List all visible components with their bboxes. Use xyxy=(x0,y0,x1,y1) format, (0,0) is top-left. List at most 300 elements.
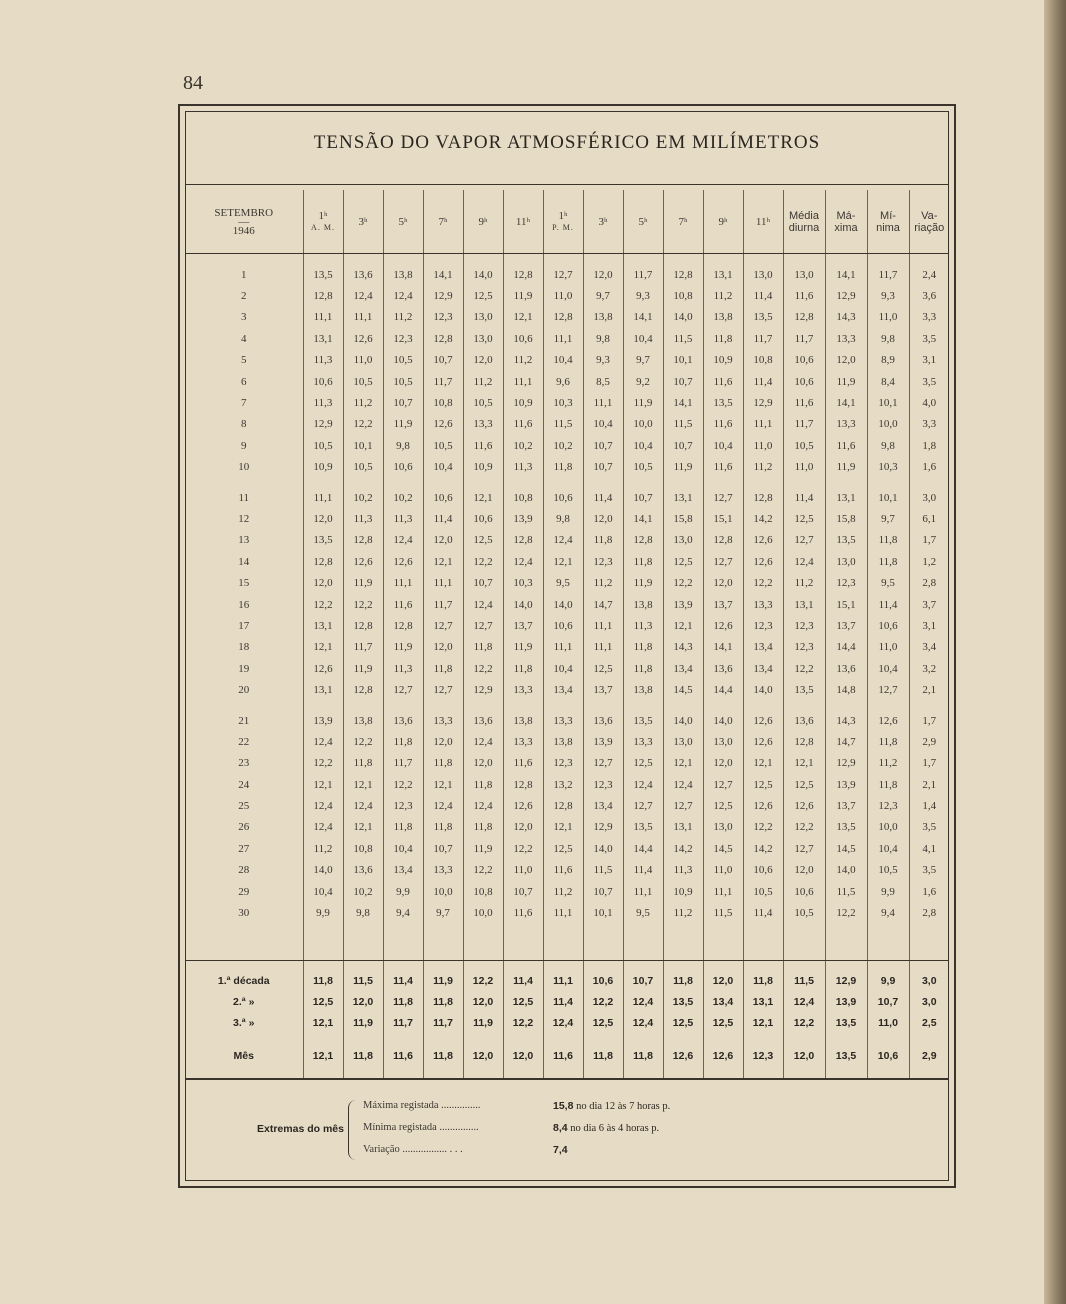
extreme-min-value xyxy=(553,1122,659,1134)
row-label: 27 xyxy=(238,842,250,855)
value-cell: 11,8 xyxy=(463,637,503,658)
value-cell: 11,2 xyxy=(463,371,503,392)
blank-cell xyxy=(743,478,783,487)
value-cell: 11,0 xyxy=(867,307,909,328)
value-cell: 11,8 xyxy=(503,658,543,679)
value-cell: 10,6 xyxy=(463,508,503,529)
value-cell: 13,6 xyxy=(783,710,825,731)
value-cell: 14,1 xyxy=(825,264,867,285)
blank-cell xyxy=(303,960,343,971)
blank-cell xyxy=(503,1034,543,1046)
value-cell: 12,1 xyxy=(743,1013,783,1034)
value-cell: 11,8 xyxy=(423,817,463,838)
value-cell: 11,5 xyxy=(543,414,583,435)
blank-cell xyxy=(343,254,383,265)
value-cell: 11,5 xyxy=(783,971,825,992)
value-cell: 12,6 xyxy=(343,551,383,572)
value-cell: 12,0 xyxy=(583,264,623,285)
value-cell: 10,5 xyxy=(783,435,825,456)
value-cell: 12,7 xyxy=(423,679,463,700)
value-cell: 9,3 xyxy=(623,285,663,306)
extreme-max-value xyxy=(553,1100,670,1112)
value-cell: 10,6 xyxy=(783,371,825,392)
table-row xyxy=(185,371,949,392)
value-cell: 13,9 xyxy=(825,774,867,795)
value-cell: 13,4 xyxy=(543,679,583,700)
brace xyxy=(348,1100,359,1160)
blank-cell xyxy=(303,1034,343,1046)
value-cell: 14,0 xyxy=(743,679,783,700)
value-cell: 9,5 xyxy=(543,572,583,593)
table-row xyxy=(185,392,949,413)
blank-cell xyxy=(463,701,503,710)
value-cell: 12,8 xyxy=(783,307,825,328)
value-cell: 13,7 xyxy=(583,679,623,700)
blank-cell xyxy=(783,960,825,971)
blank-cell xyxy=(825,1034,867,1046)
hour-label: 9ʰ xyxy=(478,215,488,228)
value-cell: 11,1 xyxy=(303,307,343,328)
table-row xyxy=(185,902,949,923)
value-cell: 3,3 xyxy=(909,307,949,328)
value-cell: 12,6 xyxy=(703,615,743,636)
value-cell: 11,1 xyxy=(623,881,663,902)
value-cell: 12,1 xyxy=(303,1046,343,1067)
value-cell: 11,8 xyxy=(867,551,909,572)
value-cell: 9,9 xyxy=(867,971,909,992)
value-cell: 9,8 xyxy=(867,328,909,349)
value-cell: 11,9 xyxy=(623,392,663,413)
value-cell: 13,9 xyxy=(303,710,343,731)
value-cell: 12,2 xyxy=(743,817,783,838)
value-cell: 12,5 xyxy=(663,1013,703,1034)
value-cell: 3,5 xyxy=(909,371,949,392)
value-cell: 12,3 xyxy=(783,637,825,658)
value-cell: 12,8 xyxy=(423,328,463,349)
value-cell: 13,3 xyxy=(463,414,503,435)
table-row xyxy=(185,435,949,456)
value-cell: 9,3 xyxy=(583,350,623,371)
hour-label: 11ʰ xyxy=(515,215,531,228)
spacer-row xyxy=(185,924,949,961)
hour-header xyxy=(503,190,543,254)
value-cell: 10,8 xyxy=(663,285,703,306)
value-cell: 12,1 xyxy=(543,551,583,572)
value-cell: 11,1 xyxy=(543,971,583,992)
value-cell: 10,3 xyxy=(543,392,583,413)
blank-cell xyxy=(303,701,343,710)
value-cell: 12,7 xyxy=(463,615,503,636)
blank-cell xyxy=(623,254,663,265)
blank-cell xyxy=(663,254,703,265)
value-cell: 10,0 xyxy=(867,817,909,838)
value-cell: 10,1 xyxy=(343,435,383,456)
value-cell: 10,4 xyxy=(703,435,743,456)
value-cell: 10,4 xyxy=(867,838,909,859)
value-cell: 12,1 xyxy=(503,307,543,328)
value-cell: 11,2 xyxy=(743,457,783,478)
value-cell: 12,1 xyxy=(303,774,343,795)
value-cell: 10,7 xyxy=(383,392,423,413)
blank-cell xyxy=(663,701,703,710)
value-cell: 11,1 xyxy=(583,637,623,658)
table-row xyxy=(185,615,949,636)
blank-cell xyxy=(303,478,343,487)
value-cell: 11,4 xyxy=(423,508,463,529)
hour-header xyxy=(463,190,503,254)
value-cell: 11,0 xyxy=(867,1013,909,1034)
row-label: 26 xyxy=(238,821,250,834)
value-cell: 1,7 xyxy=(909,530,949,551)
value-cell: 12,2 xyxy=(825,902,867,923)
value-cell: 3,1 xyxy=(909,615,949,636)
vapor-pressure-table xyxy=(185,190,949,1080)
extreme-range-number: 7,4 xyxy=(553,1144,568,1156)
blank-cell xyxy=(543,701,583,710)
value-cell: 9,5 xyxy=(623,902,663,923)
value-cell: 10,6 xyxy=(543,615,583,636)
value-cell: 11,8 xyxy=(543,457,583,478)
value-cell: 10,6 xyxy=(423,487,463,508)
value-cell: 11,3 xyxy=(503,457,543,478)
value-cell: 10,2 xyxy=(543,435,583,456)
value-cell: 11,1 xyxy=(503,371,543,392)
value-cell: 10,4 xyxy=(543,350,583,371)
value-cell: 12,4 xyxy=(303,731,343,752)
value-cell: 11,5 xyxy=(703,902,743,923)
hour-label: 3ʰ xyxy=(598,215,608,228)
blank-cell xyxy=(867,478,909,487)
value-cell: 11,8 xyxy=(743,971,783,992)
row-label: Mês xyxy=(233,1050,254,1063)
value-cell: 3,0 xyxy=(909,487,949,508)
value-cell: 11,8 xyxy=(623,551,663,572)
value-cell: 14,0 xyxy=(543,594,583,615)
value-cell: 11,6 xyxy=(703,371,743,392)
value-cell: 11,6 xyxy=(543,1046,583,1067)
value-cell: 12,9 xyxy=(825,285,867,306)
value-cell: 11,4 xyxy=(583,487,623,508)
blank-cell xyxy=(185,478,303,487)
value-cell: 2,9 xyxy=(909,1046,949,1067)
value-cell: 13,8 xyxy=(503,710,543,731)
value-cell: 12,3 xyxy=(743,1046,783,1067)
value-cell: 11,6 xyxy=(503,753,543,774)
value-cell: 11,2 xyxy=(783,572,825,593)
value-cell: 11,3 xyxy=(623,615,663,636)
value-cell: 11,1 xyxy=(543,902,583,923)
value-cell: 12,6 xyxy=(703,1046,743,1067)
value-cell: 14,7 xyxy=(583,594,623,615)
value-cell: 3,0 xyxy=(909,971,949,992)
value-cell: 13,5 xyxy=(743,307,783,328)
stat-label-line2: nima xyxy=(876,221,900,234)
blank-cell xyxy=(583,478,623,487)
value-cell: 11,8 xyxy=(383,731,423,752)
value-cell: 13,8 xyxy=(583,307,623,328)
value-cell: 10,7 xyxy=(867,992,909,1013)
value-cell: 11,2 xyxy=(503,350,543,371)
value-cell: 12,1 xyxy=(343,774,383,795)
value-cell: 12,4 xyxy=(463,731,503,752)
value-cell: 12,0 xyxy=(463,1046,503,1067)
value-cell: 11,9 xyxy=(825,457,867,478)
value-cell: 10,1 xyxy=(663,350,703,371)
blank-cell xyxy=(463,924,503,961)
value-cell: 11,9 xyxy=(343,1013,383,1034)
value-cell: 10,2 xyxy=(503,435,543,456)
value-cell: 10,5 xyxy=(343,371,383,392)
value-cell: 12,8 xyxy=(343,530,383,551)
value-cell: 10,6 xyxy=(583,971,623,992)
value-cell: 13,3 xyxy=(543,710,583,731)
value-cell: 12,8 xyxy=(743,487,783,508)
value-cell: 12,5 xyxy=(743,774,783,795)
value-cell: 2,4 xyxy=(909,264,949,285)
blank-cell xyxy=(343,924,383,961)
blank-cell xyxy=(703,254,743,265)
value-cell: 13,7 xyxy=(825,795,867,816)
value-cell: 12,5 xyxy=(463,530,503,551)
summary-row xyxy=(185,1013,949,1034)
value-cell: 9,2 xyxy=(623,371,663,392)
value-cell: 11,5 xyxy=(343,971,383,992)
blank-cell xyxy=(383,960,423,971)
value-cell: 10,7 xyxy=(503,881,543,902)
value-cell: 12,2 xyxy=(343,594,383,615)
value-cell: 10,5 xyxy=(743,881,783,902)
value-cell: 12,7 xyxy=(703,774,743,795)
value-cell: 12,5 xyxy=(623,753,663,774)
extreme-min-note: no dia 6 às 4 horas p. xyxy=(570,1123,660,1134)
value-cell: 10,9 xyxy=(303,457,343,478)
value-cell: 11,7 xyxy=(423,1013,463,1034)
value-cell: 13,5 xyxy=(303,530,343,551)
blank-cell xyxy=(303,254,343,265)
value-cell: 11,8 xyxy=(343,753,383,774)
value-cell: 13,8 xyxy=(623,594,663,615)
value-cell: 14,0 xyxy=(703,710,743,731)
value-cell: 11,0 xyxy=(743,435,783,456)
value-cell: 12,5 xyxy=(703,795,743,816)
value-cell: 10,2 xyxy=(343,881,383,902)
value-cell: 12,2 xyxy=(463,971,503,992)
value-cell: 11,4 xyxy=(383,971,423,992)
value-cell: 12,2 xyxy=(343,731,383,752)
blank-cell xyxy=(663,960,703,971)
value-cell: 12,6 xyxy=(743,551,783,572)
row-label: 1.ª década xyxy=(217,975,270,988)
blank-cell xyxy=(743,924,783,961)
value-cell: 13,5 xyxy=(825,1046,867,1067)
value-cell: 13,9 xyxy=(503,508,543,529)
value-cell: 10,5 xyxy=(623,457,663,478)
value-cell: 11,8 xyxy=(867,731,909,752)
row-label: 18 xyxy=(238,641,250,654)
value-cell: 13,0 xyxy=(825,551,867,572)
value-cell: 12,6 xyxy=(383,551,423,572)
blank-cell xyxy=(623,701,663,710)
value-cell: 13,3 xyxy=(825,328,867,349)
value-cell: 12,1 xyxy=(663,615,703,636)
value-cell: 12,1 xyxy=(303,637,343,658)
extremes-section xyxy=(185,1096,949,1166)
table-row xyxy=(185,731,949,752)
value-cell: 12,2 xyxy=(383,774,423,795)
value-cell: 12,5 xyxy=(543,838,583,859)
value-cell: 11,9 xyxy=(503,637,543,658)
hour-header xyxy=(383,190,423,254)
value-cell: 14,2 xyxy=(743,838,783,859)
stat-label-line1: Má- xyxy=(836,209,856,222)
hour-period: P. M. xyxy=(552,222,574,232)
extreme-min-number: 8,4 xyxy=(553,1122,568,1134)
value-cell: 14,0 xyxy=(303,860,343,881)
value-cell: 10,7 xyxy=(423,838,463,859)
table-row xyxy=(185,753,949,774)
blank-cell xyxy=(383,254,423,265)
value-cell: 11,4 xyxy=(743,371,783,392)
value-cell: 11,9 xyxy=(343,658,383,679)
value-cell: 12,8 xyxy=(343,615,383,636)
blank-cell xyxy=(503,701,543,710)
value-cell: 9,3 xyxy=(867,285,909,306)
blank-cell xyxy=(185,701,303,710)
value-cell: 13,6 xyxy=(463,710,503,731)
row-label: 12 xyxy=(238,512,250,525)
hour-header xyxy=(543,190,583,254)
value-cell: 13,1 xyxy=(303,679,343,700)
value-cell: 11,6 xyxy=(703,457,743,478)
blank-cell xyxy=(623,478,663,487)
value-cell: 12,8 xyxy=(503,530,543,551)
value-cell: 11,1 xyxy=(743,414,783,435)
value-cell: 14,5 xyxy=(825,838,867,859)
value-cell: 11,8 xyxy=(383,992,423,1013)
value-cell: 10,7 xyxy=(663,371,703,392)
value-cell: 13,4 xyxy=(703,992,743,1013)
blank-cell xyxy=(543,1034,583,1046)
value-cell: 12,4 xyxy=(543,1013,583,1034)
table-row xyxy=(185,881,949,902)
hour-header xyxy=(343,190,383,254)
table-row xyxy=(185,530,949,551)
row-label: 25 xyxy=(238,800,250,813)
value-cell: 14,5 xyxy=(703,838,743,859)
value-cell: 12,8 xyxy=(623,530,663,551)
value-cell: 11,6 xyxy=(383,1046,423,1067)
value-cell: 11,5 xyxy=(583,860,623,881)
value-cell: 11,0 xyxy=(867,637,909,658)
blank-cell xyxy=(825,254,867,265)
blank-cell xyxy=(303,924,343,961)
value-cell: 13,5 xyxy=(825,530,867,551)
decade-gap-row xyxy=(185,701,949,710)
value-cell: 11,4 xyxy=(743,285,783,306)
table-row xyxy=(185,328,949,349)
value-cell: 12,5 xyxy=(663,551,703,572)
value-cell: 13,0 xyxy=(783,264,825,285)
value-cell: 12,0 xyxy=(423,530,463,551)
value-cell: 2,8 xyxy=(909,902,949,923)
value-cell: 12,1 xyxy=(543,817,583,838)
value-cell: 14,0 xyxy=(463,264,503,285)
value-cell: 10,5 xyxy=(867,860,909,881)
blank-cell xyxy=(783,254,825,265)
value-cell: 10,8 xyxy=(743,350,783,371)
row-label: 30 xyxy=(238,907,250,920)
value-cell: 11,2 xyxy=(583,572,623,593)
blank-cell xyxy=(503,478,543,487)
row-label: 3.ª » xyxy=(233,1017,255,1030)
value-cell: 13,5 xyxy=(623,710,663,731)
value-cell: 11,2 xyxy=(543,881,583,902)
value-cell: 13,9 xyxy=(583,731,623,752)
value-cell: 13,4 xyxy=(383,860,423,881)
value-cell: 11,2 xyxy=(663,902,703,923)
value-cell: 14,1 xyxy=(423,264,463,285)
value-cell: 13,8 xyxy=(623,679,663,700)
value-cell: 12,6 xyxy=(783,795,825,816)
stat-header xyxy=(825,190,867,254)
table-row xyxy=(185,572,949,593)
value-cell: 14,0 xyxy=(583,838,623,859)
value-cell: 3,5 xyxy=(909,817,949,838)
row-label: 10 xyxy=(238,461,250,474)
value-cell: 11,8 xyxy=(383,817,423,838)
value-cell: 13,1 xyxy=(825,487,867,508)
value-cell: 11,3 xyxy=(663,860,703,881)
value-cell: 12,0 xyxy=(423,731,463,752)
value-cell: 11,3 xyxy=(383,658,423,679)
value-cell: 12,2 xyxy=(663,572,703,593)
table-row xyxy=(185,307,949,328)
blank-cell xyxy=(909,1034,949,1046)
value-cell: 12,6 xyxy=(743,795,783,816)
value-cell: 14,1 xyxy=(663,392,703,413)
blank-cell xyxy=(343,1034,383,1046)
value-cell: 2,8 xyxy=(909,572,949,593)
row-label: 22 xyxy=(238,735,250,748)
value-cell: 13,4 xyxy=(743,637,783,658)
table-row xyxy=(185,487,949,508)
value-cell: 15,8 xyxy=(663,508,703,529)
blank-cell xyxy=(867,701,909,710)
value-cell: 10,7 xyxy=(583,435,623,456)
hour-header xyxy=(303,190,343,254)
value-cell: 12,4 xyxy=(383,530,423,551)
value-cell: 12,0 xyxy=(463,992,503,1013)
value-cell: 11,6 xyxy=(783,285,825,306)
hour-label: 7ʰ xyxy=(438,215,448,228)
value-cell: 12,7 xyxy=(663,795,703,816)
page-edge xyxy=(1044,0,1066,1304)
table-row xyxy=(185,838,949,859)
blank-cell xyxy=(543,960,583,971)
value-cell: 1,8 xyxy=(909,435,949,456)
value-cell: 4,0 xyxy=(909,392,949,413)
value-cell: 13,5 xyxy=(783,679,825,700)
stat-label-line1: Va- xyxy=(921,209,938,222)
table-row xyxy=(185,710,949,731)
value-cell: 11,8 xyxy=(423,1046,463,1067)
spacer-row xyxy=(185,960,949,971)
extreme-min-label: Mínima registada ............... xyxy=(363,1122,479,1133)
value-cell: 11,1 xyxy=(583,615,623,636)
value-cell: 3,5 xyxy=(909,328,949,349)
value-cell: 12,3 xyxy=(423,307,463,328)
blank-cell xyxy=(583,924,623,961)
